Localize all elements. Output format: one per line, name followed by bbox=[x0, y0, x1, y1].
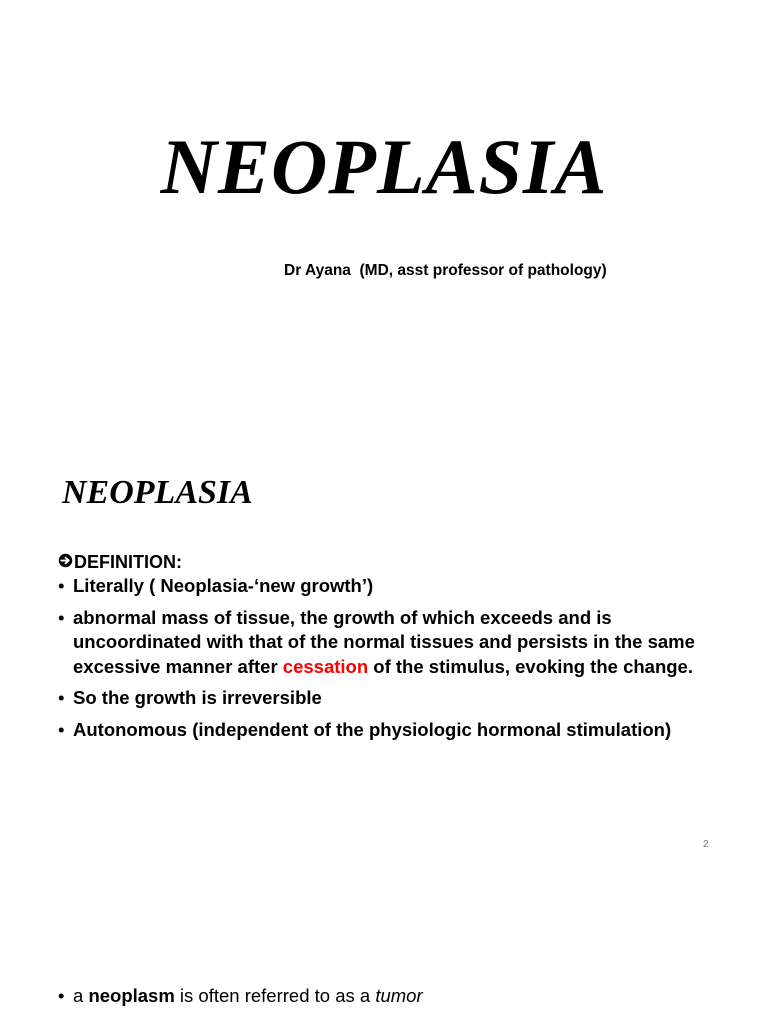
bullet-icon: • bbox=[58, 606, 65, 628]
list-item bbox=[58, 606, 718, 680]
bullet-text: So the growth is irreversible bbox=[73, 687, 322, 708]
bullet-text: is often referred to as a bbox=[174, 985, 376, 1006]
slide-subtitle: Dr Ayana (MD, asst professor of pathology) bbox=[284, 262, 607, 279]
bullet-text: abnormal mass of tissue, the growth of which exceeds and is uncoordinated with that of the normal tissues and persists in the same excessive manner after bbox=[73, 606, 695, 677]
definition-heading-label: DEFINITION: bbox=[74, 552, 182, 572]
bullet-text: Literally ( Neoplasia-‘new growth’) bbox=[73, 575, 374, 596]
bold-term: neoplasm bbox=[88, 985, 175, 1006]
page-number: 2 bbox=[703, 839, 709, 850]
bullet-icon: • bbox=[58, 687, 65, 708]
definition-bullet-list bbox=[58, 574, 718, 749]
list-item bbox=[58, 686, 718, 711]
slide-title: NEOPLASIA bbox=[160, 123, 608, 210]
list-item bbox=[58, 718, 718, 743]
bullet-text: a bbox=[73, 985, 89, 1006]
italic-term: tumor bbox=[375, 985, 423, 1006]
bullet-icon: • bbox=[58, 575, 65, 596]
bullet-icon: • bbox=[58, 718, 65, 740]
definition-slide bbox=[0, 430, 768, 870]
highlighted-word: cessation bbox=[282, 655, 369, 677]
list-item bbox=[58, 574, 718, 599]
slide-title: NEOPLASIA bbox=[62, 474, 253, 511]
bullet-icon: • bbox=[58, 985, 65, 1006]
bullet-list bbox=[58, 984, 718, 1016]
bullet-text: Autonomous (independent of the physiologic hormonal stimulation) bbox=[73, 718, 672, 740]
circled-arrow-icon bbox=[58, 553, 73, 572]
title-slide bbox=[0, 0, 768, 400]
bullet-text: of the stimulus, evoking the change. bbox=[368, 655, 693, 677]
definition-heading bbox=[58, 552, 182, 573]
list-item bbox=[58, 984, 718, 1009]
next-slide bbox=[0, 930, 768, 1024]
